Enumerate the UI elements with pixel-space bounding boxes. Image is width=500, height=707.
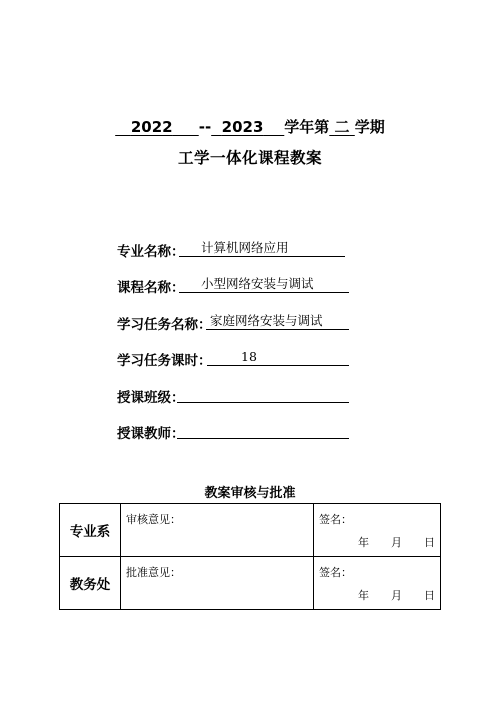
review-approval-table [59,503,441,610]
signature-cell[interactable] [314,557,441,610]
opinion-cell[interactable] [121,504,314,557]
document-title: 工学一体化课程教案 [177,149,322,167]
field-value: 计算机网络应用 [179,240,345,257]
field-label: 学习任务课时： [117,353,212,369]
year-label: 年 [358,536,369,549]
day-label: 日 [424,589,435,602]
field-value: 18 [207,349,349,366]
term-number: 二 [334,118,350,136]
opinion-cell[interactable] [121,557,314,610]
signature-cell[interactable] [314,504,441,557]
day-label: 日 [424,536,435,549]
academic-year-label: 学年第 [284,118,330,136]
department-cell: 教务处 [60,557,121,610]
date-fields [336,587,435,603]
field-value: 家庭网络安装与调试 [206,313,349,330]
year-end: 2023 [221,118,264,136]
review-row-department [60,504,441,557]
field-label: 课程名称： [117,280,185,296]
field-label: 学习任务名称： [117,317,212,333]
field-value [177,422,349,439]
year-dashes: -- [198,118,212,136]
field-label: 授课教师： [117,426,185,442]
term-label: 学期 [354,118,385,136]
year-start: 2022 [130,118,173,136]
opinion-label: 审核意见： [126,513,181,526]
review-section-title: 教案审核与批准 [204,486,296,501]
signature-label: 签名： [319,513,352,526]
field-label: 专业名称： [117,244,185,260]
academic-term-line [0,116,500,137]
field-label: 授课班级： [117,390,185,406]
department-cell: 专业系 [60,504,121,557]
date-fields [336,534,435,550]
month-label: 月 [391,589,402,602]
field-value [177,386,349,403]
field-value: 小型网络安装与调试 [179,276,349,293]
opinion-label: 批准意见： [126,566,181,579]
month-label: 月 [391,536,402,549]
signature-label: 签名： [319,566,352,579]
review-row-academic-affairs [60,557,441,610]
year-label: 年 [358,589,369,602]
